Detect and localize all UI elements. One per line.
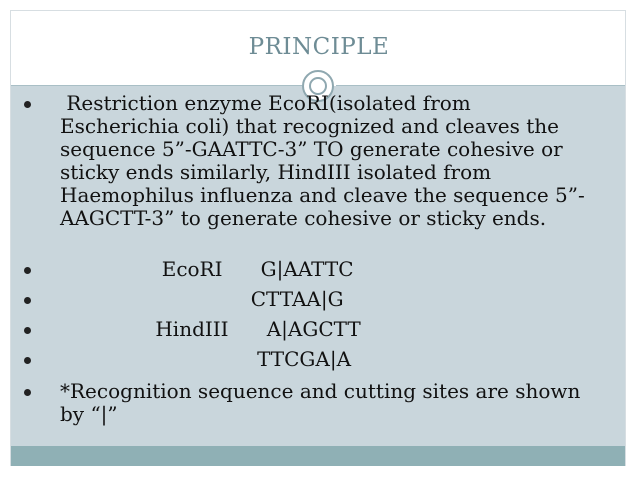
- bottom-accent-strip: [11, 446, 625, 466]
- bullet-dot: [24, 267, 31, 274]
- bullet-dot: [24, 327, 31, 334]
- title-divider-left: [11, 85, 302, 86]
- slide-title: PRINCIPLE: [248, 34, 390, 60]
- bullet-line: by “|”: [60, 402, 118, 426]
- bullet-line: AAGCTT-3” to generate cohesive or sticky ends.: [60, 206, 547, 230]
- bullet-line: Escherichia coli) that recognized and cleaves the: [60, 114, 560, 138]
- bullet-line: *Recognition sequence and cutting sites are shown: [60, 379, 581, 403]
- bullet-line: Restriction enzyme EcoRI(isolated from: [60, 91, 471, 115]
- bullet-line: sequence 5”-GAATTC-3” TO generate cohesive or: [60, 137, 563, 161]
- bullet-dot: [24, 357, 31, 364]
- bullet-dot: [24, 297, 31, 304]
- bullet-dot: [24, 389, 31, 396]
- bullet-dot: [24, 101, 31, 108]
- bullet-line: CTTAA|G: [60, 287, 344, 311]
- bullet-line: HindIII A|AGCTT: [60, 317, 361, 341]
- bullet-line: sticky ends similarly, HindIII isolated from: [60, 160, 492, 184]
- bullet-line: EcoRI G|AATTC: [60, 257, 354, 281]
- title-divider-right: [336, 85, 625, 86]
- bullet-line: Haemophilus influenza and cleave the sequence 5”-: [60, 183, 585, 207]
- bullet-line: TTCGA|A: [60, 347, 352, 371]
